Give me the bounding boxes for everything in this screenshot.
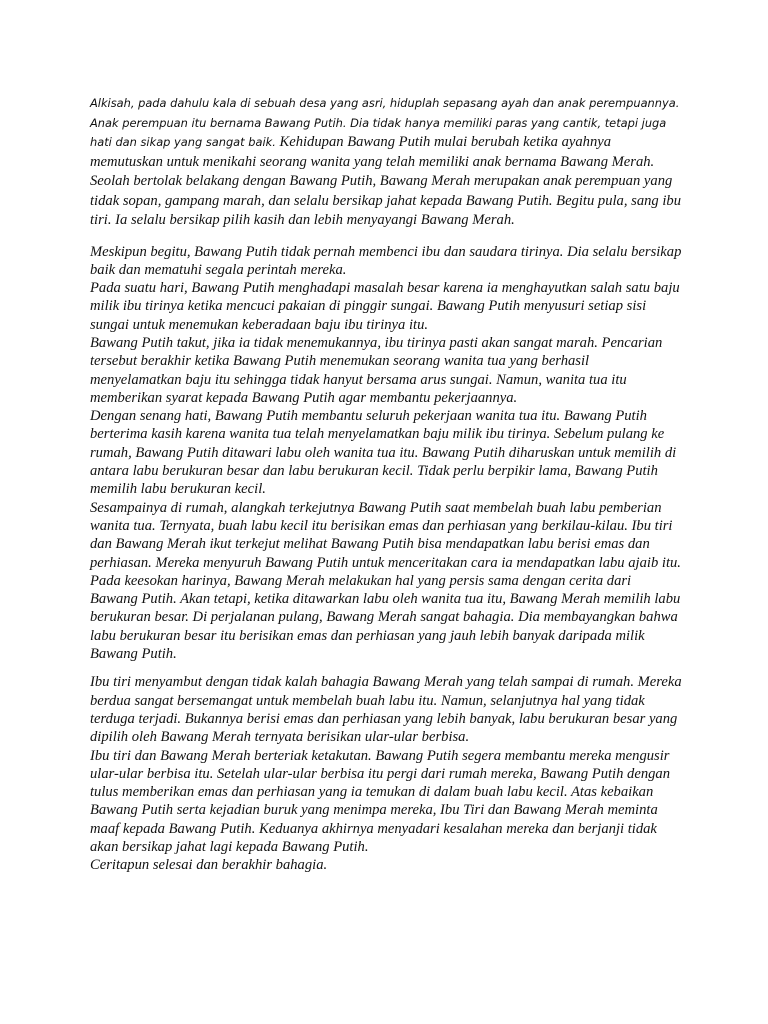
closing-line: Ceritapun selesai dan berakhir bahagia. [90, 857, 328, 874]
intro-sans-text: Alkisah, pada dahulu kala di sebuah desa yang asri, hiduplah sepasang ayah dan anak perempuannya. Anak perempuan itu bernama Bawang Putih. Dia tidak hanya memiliki paras yang cantik, tetapi juga hati dan sikap yang sangat baik. [90, 96, 680, 149]
paragraph: Pada keesokan harinya, Bawang Merah melakukan hal yang persis sama dengan cerita dari Bawang Putih. Akan tetapi, ketika ditawarkan labu oleh wanita tua itu, Bawang Merah memilih labu berukuran besar. Di perjalanan pulang, Bawang Merah sangat bahagia. Dia membayangkan bahwa labu berukuran besar itu berisikan emas dan perhiasan yang jauh lebih banyak daripada milik Bawang Putih. [90, 572, 681, 663]
paragraph: Sesampainya di rumah, alangkah terkejutnya Bawang Putih saat membelah buah labu pemberian wanita tua. Ternyata, buah labu kecil itu berisikan emas dan perhiasan yang berkilau-kilau. Ibu tiri dan Bawang Merah ikut terkejut melihat Bawang Putih bisa mendapatkan labu berisi emas dan perhiasan. Mereka menyuruh Bawang Putih untuk menceritakan cara ia mendapatkan labu ajaib itu. [90, 499, 681, 571]
story-block-ending [90, 673, 682, 874]
paragraph: Pada suatu hari, Bawang Putih menghadapi masalah besar karena ia menghayutkan salah satu baju milik ibu tirinya ketika mencuci pakaian di pinggir sungai. Bawang Putih menyusuri setiap sisi sungai untuk menemukan keberadaan baju ibu tirinya itu. [90, 280, 680, 333]
paragraph: Ibu tiri dan Bawang Merah berteriak ketakutan. Bawang Putih segera membantu mereka mengusir ular-ular berbisa itu. Setelah ular-ular berbisa itu pergi dari rumah mereka, Bawang Putih dengan tulus memberikan emas dan perhiasan yang ia temukan di dalam buah labu kecil. Atas kebaikan Bawang Putih serta kejadian buruk yang menimpa mereka, Ibu Tiri dan Bawang Merah meminta maaf kepada Bawang Putih. Keduanya akhirnya menyadari kesalahan mereka dan berjanji tidak akan bersikap jahat lagi kepada Bawang Putih. [90, 747, 671, 855]
paragraph: Ibu tiri menyambut dengan tidak kalah bahagia Bawang Merah yang telah sampai di rumah. Mereka berdua sangat bersemangat untuk membelah buah labu itu. Namun, selanjutnya hal yang tidak terduga terjadi. Bukannya berisi emas dan perhiasan yang lebih banyak, labu berukuran besar yang dipilih oleh Bawang Merah ternyata berisikan ular-ular berbisa. [90, 674, 682, 746]
intro-paragraph [90, 94, 682, 231]
paragraph: Meskipun begitu, Bawang Putih tidak pernah membenci ibu dan saudara tirinya. Dia selalu bersikap baik dan mematuhi segala perintah mereka. [90, 243, 682, 278]
document-page [90, 94, 682, 885]
intro-serif-text: Kehidupan Bawang Putih mulai berubah ketika ayahnya memutuskan untuk menikahi seorang wanita yang telah memiliki anak bernama Bawang Merah. Seolah bertolak belakang dengan Bawang Putih, Bawang Merah merupakan anak perempuan yang tidak sopan, gampang marah, dan selalu bersikap jahat kepada Bawang Putih. Begitu pula, sang ibu tiri. Ia selalu bersikap pilih kasih dan lebih menyayangi Bawang Merah. [90, 134, 682, 228]
paragraph: Bawang Putih takut, jika ia tidak menemukannya, ibu tirinya pasti akan sangat marah. Pencarian tersebut berakhir ketika Bawang Putih menemukan seorang wanita tua yang berhasil menyelamatkan baju itu sehingga tidak hanyut bersama arus sungai. Namun, wanita tua itu memberikan syarat kepada Bawang Putih agar membantu pekerjaannya. [90, 334, 663, 406]
story-block-middle [90, 243, 682, 664]
paragraph: Dengan senang hati, Bawang Putih membantu seluruh pekerjaan wanita tua itu. Bawang Putih berterima kasih karena wanita tua telah menyelamatkan baju milik ibu tirinya. Sebelum pulang ke rumah, Bawang Putih ditawari labu oleh wanita tua itu. Bawang Putih diharuskan untuk memilih di antara labu berukuran besar dan labu berukuran kecil. Tidak perlu berpikir lama, Bawang Putih memilih labu berukuran kecil. [90, 408, 677, 498]
